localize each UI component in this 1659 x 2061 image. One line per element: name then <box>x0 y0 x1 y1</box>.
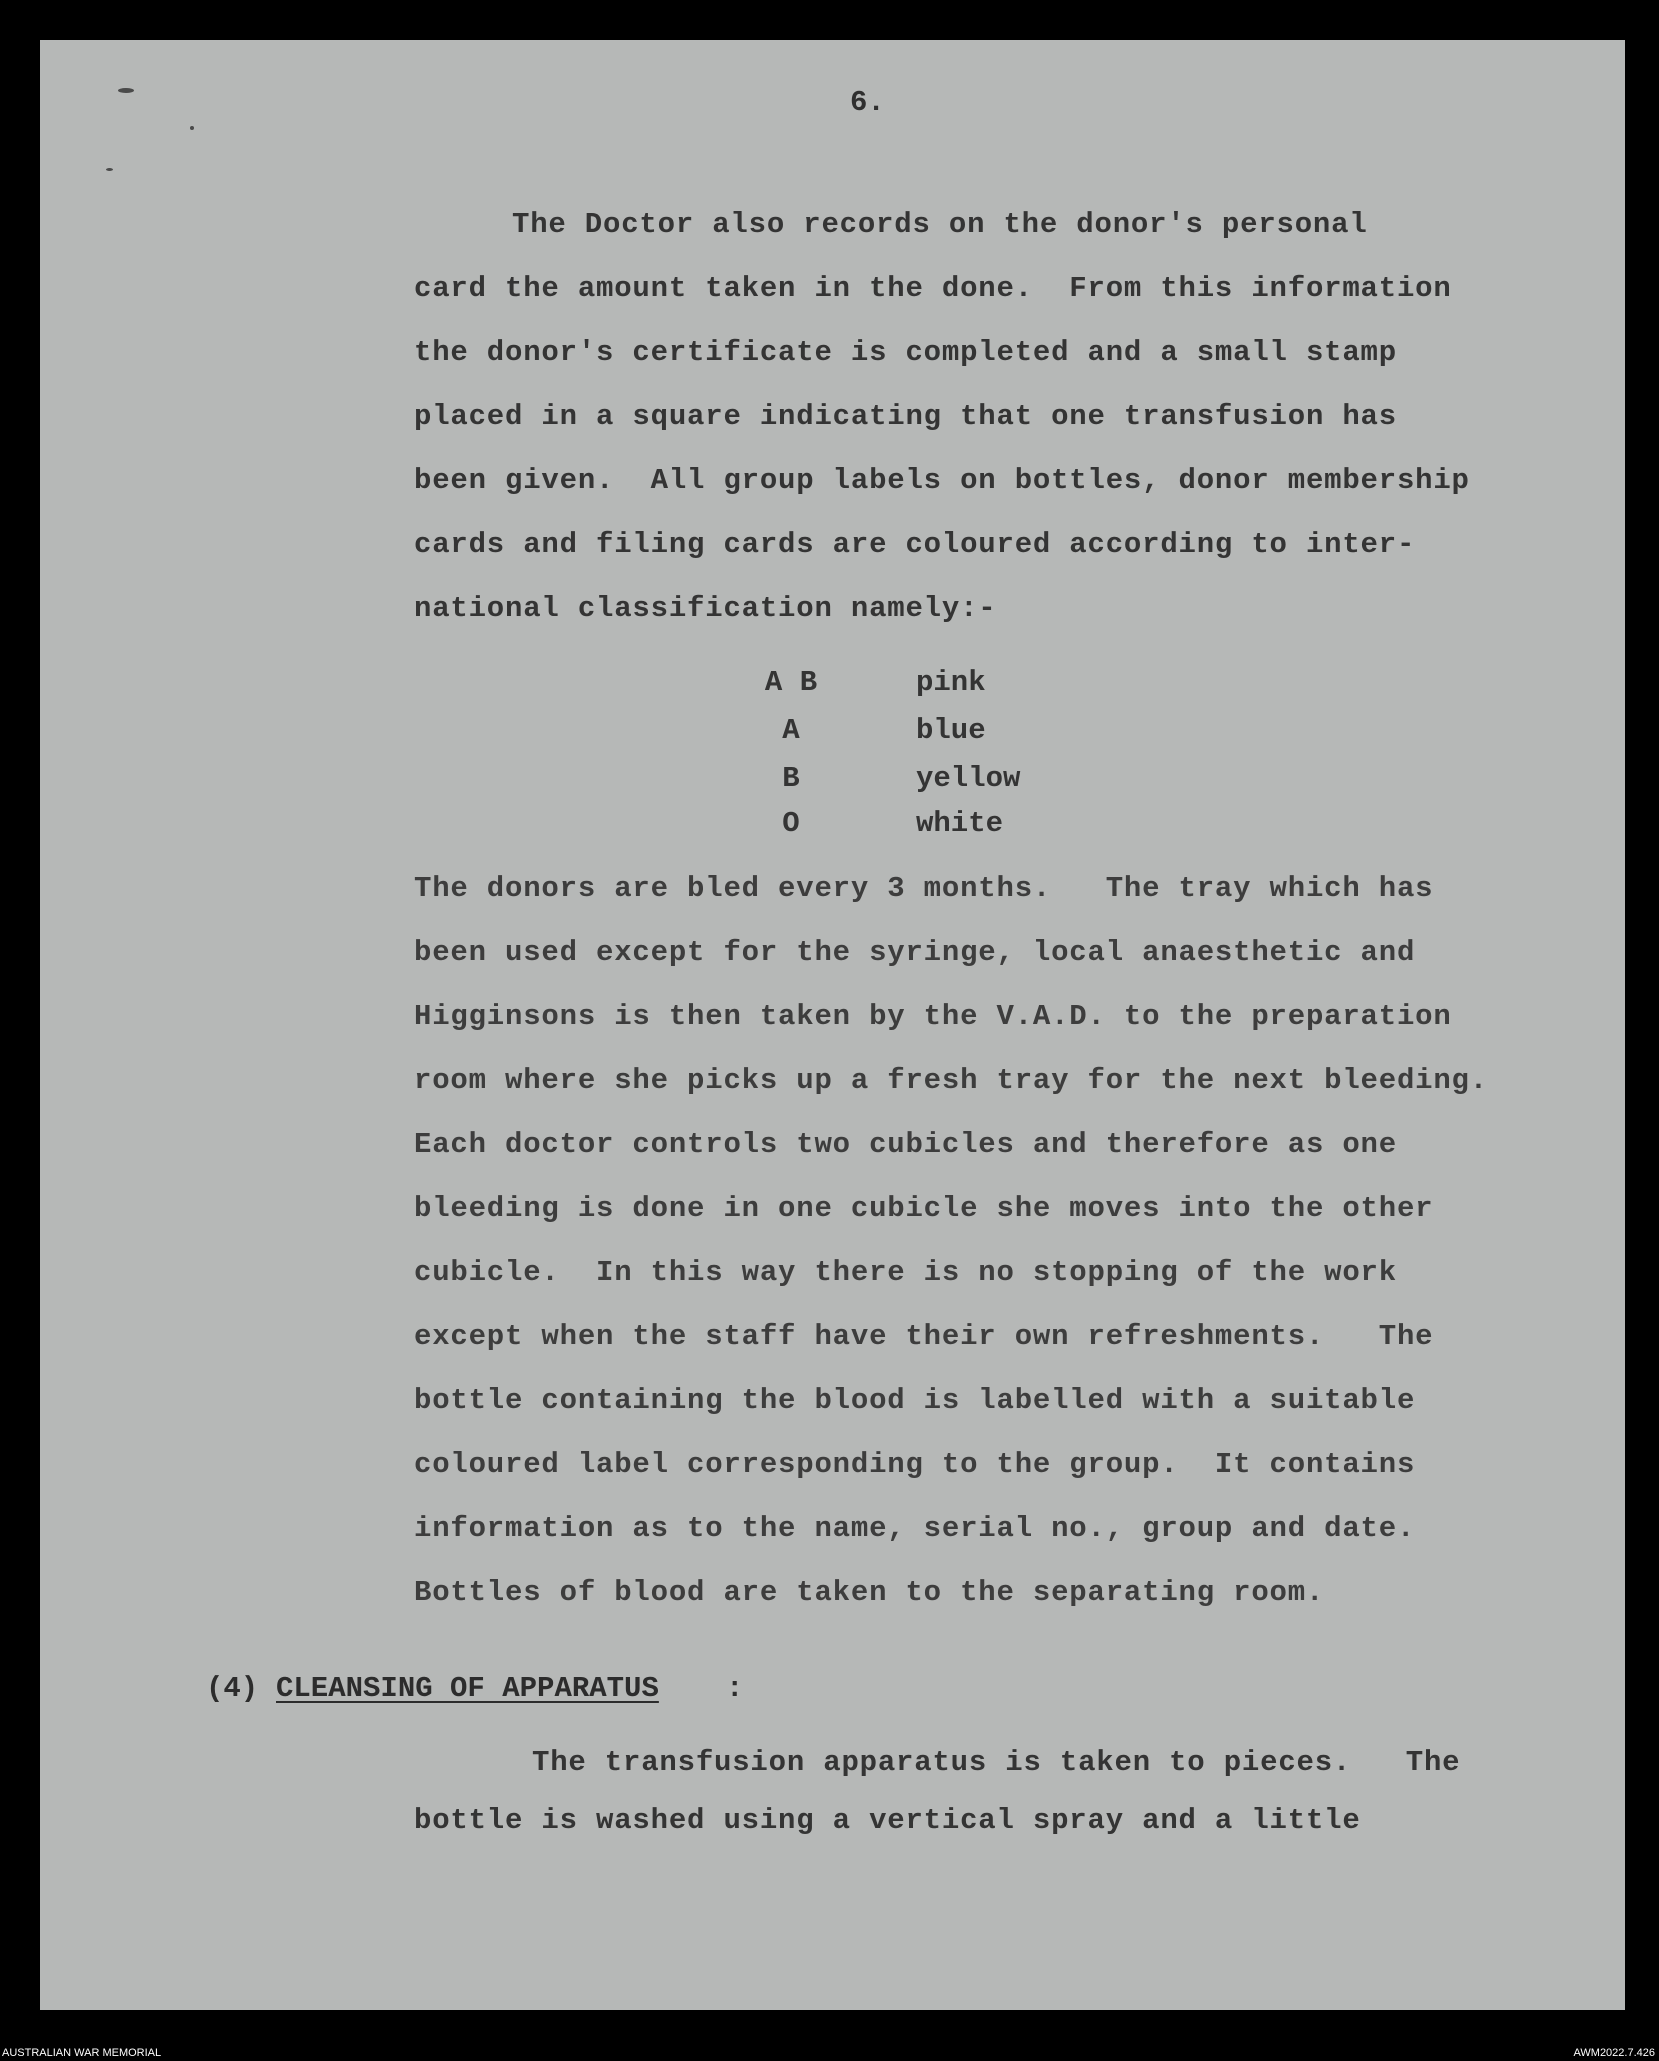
blood-group-colour: blue <box>916 714 986 747</box>
institution-credit: AUSTRALIAN WAR MEMORIAL <box>2 2047 162 2059</box>
paper-mark <box>190 126 194 130</box>
text-line: cards and filing cards are coloured according to inter- <box>414 528 1416 561</box>
text-line: The Doctor also records on the donor's personal <box>512 208 1368 241</box>
blood-group-code: A <box>782 714 800 747</box>
section-number: (4) <box>206 1672 259 1705</box>
text-line: bottle is washed using a vertical spray and a little <box>414 1804 1361 1837</box>
text-line: card the amount taken in the done. From this information <box>414 272 1452 305</box>
text-line: room where she picks up a fresh tray for the next bleeding. <box>414 1064 1488 1097</box>
text-line: bleeding is done in one cubicle she moves into the other <box>414 1192 1434 1225</box>
text-line: information as to the name, serial no., group and date. <box>414 1512 1416 1545</box>
text-line: national classification namely:- <box>414 592 997 625</box>
text-line: Bottles of blood are taken to the separating room. <box>414 1576 1325 1609</box>
page-number: 6. <box>850 86 885 119</box>
archive-reference: AWM2022.7.426 <box>1573 2047 1655 2059</box>
blood-group-code: O <box>782 807 800 840</box>
text-line: Each doctor controls two cubicles and therefore as one <box>414 1128 1397 1161</box>
text-line: The transfusion apparatus is taken to pieces. The <box>532 1746 1461 1779</box>
blood-group-code: B <box>782 762 800 795</box>
text-line: The donors are bled every 3 months. The tray which has <box>414 872 1434 905</box>
document-page <box>40 40 1625 2010</box>
text-line: Higginsons is then taken by the V.A.D. to the preparation <box>414 1000 1452 1033</box>
blood-group-colour: yellow <box>916 762 1021 795</box>
text-line: the donor's certificate is completed and a small stamp <box>414 336 1397 369</box>
section-heading-colon: : <box>726 1672 744 1705</box>
paper-mark <box>106 168 113 171</box>
text-line: cubicle. In this way there is no stopping of the work <box>414 1256 1397 1289</box>
paper-mark <box>118 88 134 93</box>
text-line: coloured label corresponding to the group. It contains <box>414 1448 1416 1481</box>
text-line: except when the staff have their own refreshments. The <box>414 1320 1434 1353</box>
blood-group-colour: white <box>916 807 1004 840</box>
text-line: been given. All group labels on bottles, donor membership <box>414 464 1470 497</box>
text-line: placed in a square indicating that one transfusion has <box>414 400 1397 433</box>
text-line: been used except for the syringe, local anaesthetic and <box>414 936 1416 969</box>
text-line: bottle containing the blood is labelled with a suitable <box>414 1384 1416 1417</box>
blood-group-colour: pink <box>916 666 986 699</box>
section-heading: CLEANSING OF APPARATUS <box>276 1672 659 1705</box>
blood-group-code: A B <box>764 666 818 699</box>
